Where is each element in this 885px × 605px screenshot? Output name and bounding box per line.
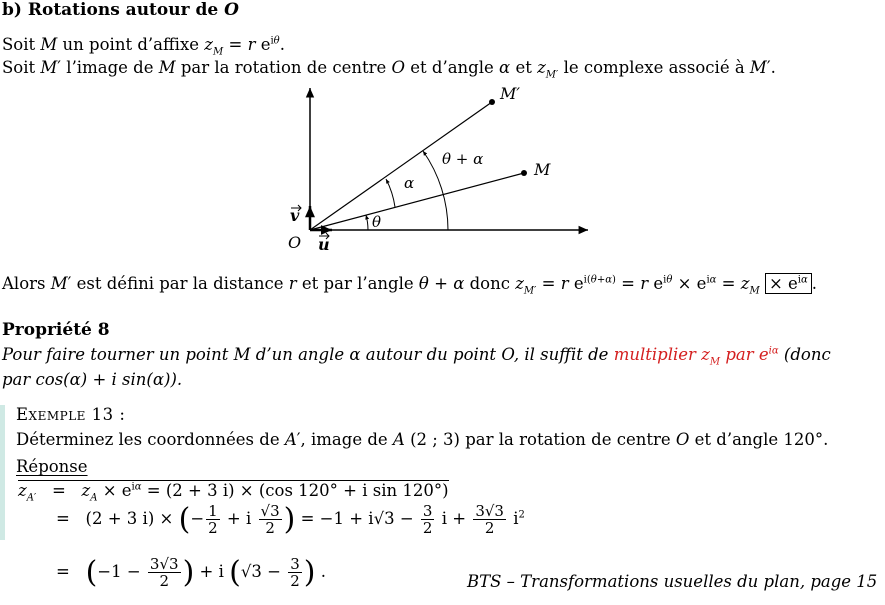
section-title <box>2 0 239 20</box>
property-line-2: par cos(α) + i sin(α)). <box>2 370 183 389</box>
point-M <box>521 170 527 176</box>
label-theta: θ <box>372 213 382 231</box>
example-statement: Déterminez les coordonnées de A′, image de A (2 ; 3) par la rotation de centre O et d’angle 120°. <box>16 430 829 449</box>
conclusion-line: Alors M′ est défini par la distance r et par l’angle θ + α donc $z_{M'} = r$ $e^{i(\theta+\alpha)} = r$ $e^{i\theta} \times e^{i\alpha} = z_M \times e^{i\alpha}$ . <box>2 274 817 297</box>
rotation-figure <box>280 80 600 260</box>
arc-theta <box>366 215 368 230</box>
label-theta-plus-alpha: θ + α <box>442 150 484 168</box>
equation-line-3: = (−1 − $\frac{3√3}{2}$ ) + i (√3 − $\frac{3}{2}$ ) . <box>56 554 326 590</box>
label-M-prime: M′ <box>500 84 521 103</box>
ray-OM <box>310 173 524 230</box>
label-M: M <box>534 160 551 179</box>
intro-line-1: Soit M un point d’affixe $z_M = r$ $e^{i\theta}$. <box>2 35 285 58</box>
equation-line-2: = (2 + 3 i) × (− $\frac{1}{2}$ + i $\frac{√3}{2}$ ) = −1 + i√3 − $\frac{3}{2}$ i + $\frac{3√3}{2}$ $i^2$ <box>56 501 525 537</box>
svg-text:v: v <box>290 206 300 225</box>
svg-text:u: u <box>318 235 330 254</box>
property-line-1: Pour faire tourner un point M d’un angle α autour du point O, il suffit de multiplier $z_M$ par $e^{i\alpha}$ (donc <box>2 345 831 368</box>
label-alpha: α <box>404 174 415 192</box>
example-title: Exemple 13 : <box>16 405 126 424</box>
boxed-factor: × $e^{i\alpha}$ <box>765 273 812 294</box>
footer-text: BTS – Transformations usuelles du plan, page 15 <box>467 572 878 591</box>
label-O: O <box>288 233 302 252</box>
answer-label: Réponse <box>16 457 88 476</box>
property-title: Propriété 8 <box>2 320 110 340</box>
property-highlight: multiplier $z_M$ par $e^{i\alpha}$ <box>613 345 779 368</box>
intro-line-2: Soit M′ l’image de M par la rotation de centre O et d’angle α et $z_{M'}$ le complexe associé à M′. <box>2 58 776 81</box>
point-M-prime <box>489 99 495 105</box>
label-v <box>290 205 301 225</box>
label-u <box>318 233 330 254</box>
arc-alpha <box>386 179 395 207</box>
example-sidebar-bar <box>0 405 5 540</box>
section-title-text: b) Rotations autour de O <box>2 0 239 20</box>
equation-line-1: $z_{A'} = z_A \times e^{i\alpha} = (2 + 3$ i) × (cos 120° + i sin 120°) <box>18 481 449 504</box>
